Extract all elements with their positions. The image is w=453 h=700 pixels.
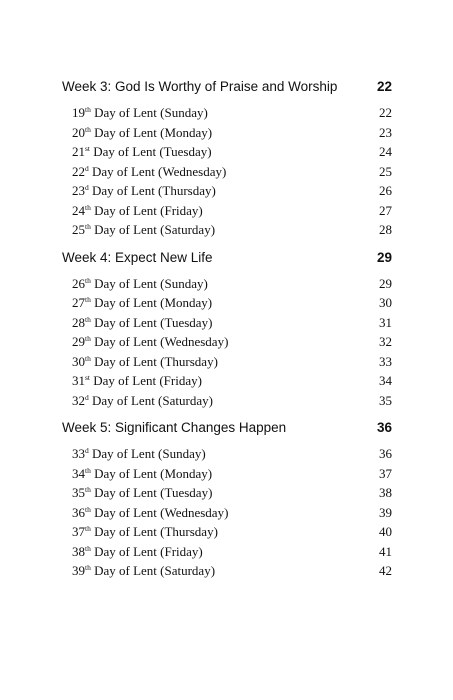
day-label: 35th Day of Lent (Tuesday): [72, 485, 213, 500]
day-label: 23$^d$ Day of Lent (Thursday): [72, 183, 216, 198]
day-page-number: 31: [379, 314, 392, 330]
section-spacer: [62, 410, 392, 417]
toc-day-entry[interactable]: [62, 352, 392, 372]
toc-day-entry[interactable]: [62, 220, 392, 240]
toc-section-week-5: [62, 417, 392, 581]
toc-day-entry[interactable]: [62, 522, 392, 542]
toc-day-entry[interactable]: [62, 293, 392, 313]
day-label: 19th Day of Lent (Sunday): [72, 105, 208, 120]
toc-week-heading[interactable]: [62, 247, 392, 269]
day-page-number: 34: [379, 373, 392, 388]
week-page-number: 36: [376, 420, 392, 435]
day-page-number: 33: [379, 353, 392, 369]
day-label: 36th Day of Lent (Wednesday): [72, 504, 229, 520]
day-label: 21st Day of Lent (Tuesday): [72, 144, 212, 159]
day-page-number: 40: [379, 524, 392, 539]
day-label: 38th Day of Lent (Friday): [72, 543, 203, 559]
section-spacer: [62, 240, 392, 247]
toc-day-entry[interactable]: [62, 503, 392, 523]
toc-day-entry[interactable]: [62, 483, 392, 503]
toc-week-heading[interactable]: [62, 417, 392, 439]
day-label: 39th Day of Lent (Saturday): [72, 563, 216, 578]
day-page-number: 28: [379, 222, 392, 237]
toc-day-entry[interactable]: [62, 162, 392, 182]
day-label: 20th Day of Lent (Monday): [72, 124, 213, 140]
day-page-number: 37: [379, 465, 392, 481]
day-page-number: 39: [379, 504, 392, 520]
day-page-number: 25: [379, 163, 392, 179]
day-page-number: 27: [379, 202, 392, 218]
day-label: 29th Day of Lent (Wednesday): [72, 334, 229, 349]
week-page-number: 29: [376, 249, 392, 265]
toc-week-heading[interactable]: [62, 76, 392, 98]
toc-day-entry[interactable]: [62, 201, 392, 221]
toc-day-entry[interactable]: [62, 371, 392, 391]
week-page-number: 22: [376, 79, 392, 94]
day-page-number: 38: [379, 485, 392, 500]
toc-day-entry[interactable]: [62, 444, 392, 464]
day-label: 30th Day of Lent (Thursday): [72, 353, 218, 369]
day-page-number: 29: [379, 275, 392, 291]
toc-day-entry[interactable]: [62, 123, 392, 143]
day-label: 26th Day of Lent (Sunday): [72, 275, 208, 291]
toc-day-entry[interactable]: [62, 561, 392, 581]
toc-day-entry[interactable]: [62, 313, 392, 333]
toc-day-entry[interactable]: [62, 391, 392, 411]
day-page-number: 30: [379, 295, 392, 310]
day-page-number: 35: [379, 392, 392, 408]
day-label: 22$^d$ Day of Lent (Wednesday): [72, 163, 227, 179]
week-title: Week 5: Significant Changes Happen: [62, 420, 287, 435]
day-page-number: 36: [379, 446, 392, 461]
week-title: Week 3: God Is Worthy of Praise and Worship: [62, 79, 338, 94]
toc-day-entry[interactable]: [62, 181, 392, 201]
day-label: 33$^d$ Day of Lent (Sunday): [72, 446, 206, 461]
day-label: 27th Day of Lent (Monday): [72, 295, 213, 310]
toc-day-entry[interactable]: [62, 142, 392, 162]
day-page-number: 32: [379, 334, 392, 349]
toc-day-entry[interactable]: [62, 464, 392, 484]
day-label: 24th Day of Lent (Friday): [72, 202, 203, 218]
day-label: 34th Day of Lent (Monday): [72, 465, 213, 481]
toc-day-entry[interactable]: [62, 542, 392, 562]
day-page-number: 42: [379, 563, 392, 578]
day-label: 28th Day of Lent (Tuesday): [72, 314, 213, 330]
day-page-number: 23: [379, 124, 392, 140]
toc-section-week-3: [62, 76, 392, 240]
toc-day-entry[interactable]: [62, 274, 392, 294]
day-page-number: 22: [379, 105, 392, 120]
day-label: 37th Day of Lent (Thursday): [72, 524, 218, 539]
day-page-number: 24: [379, 144, 392, 159]
toc-day-entry[interactable]: [62, 332, 392, 352]
toc-day-entry[interactable]: [62, 103, 392, 123]
day-page-number: 26: [379, 183, 392, 198]
toc-section-week-4: [62, 247, 392, 411]
day-label: 31st Day of Lent (Friday): [72, 373, 202, 388]
day-page-number: 41: [379, 543, 392, 559]
week-title: Week 4: Expect New Life: [62, 249, 213, 265]
day-label: 32$^d$ Day of Lent (Saturday): [72, 392, 213, 408]
table-of-contents: [62, 76, 392, 581]
day-label: 25th Day of Lent (Saturday): [72, 222, 216, 237]
